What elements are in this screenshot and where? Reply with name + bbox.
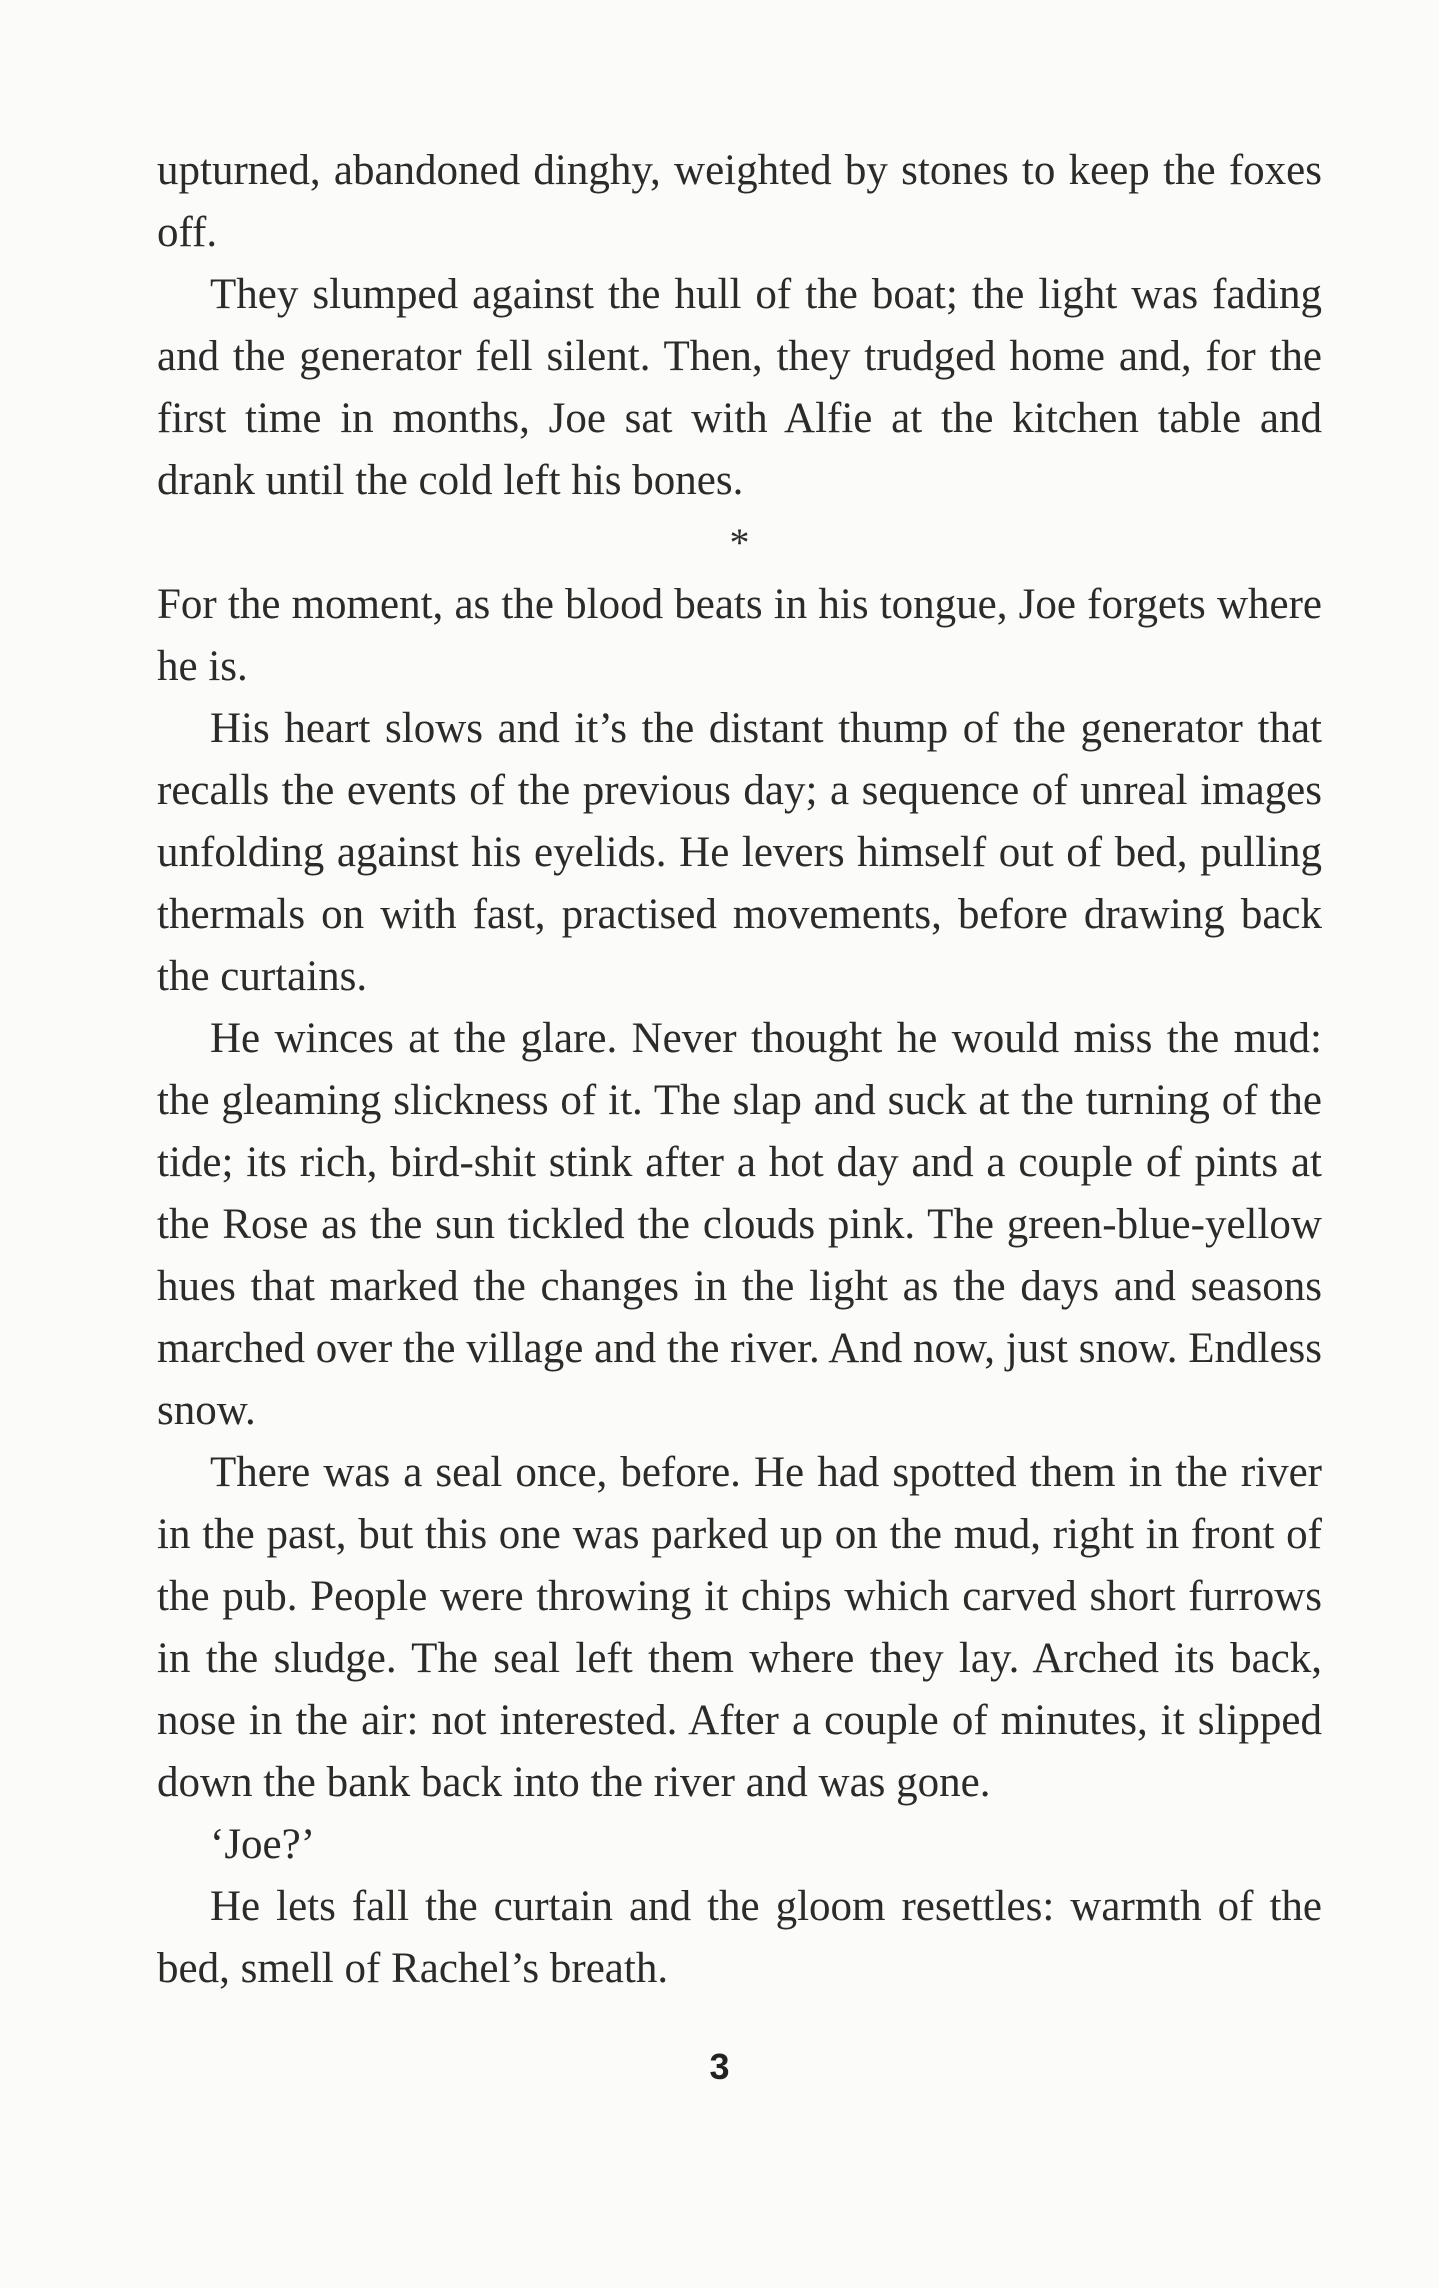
paragraph-continuation: upturned, abandoned dinghy, weighted by stones to keep the foxes off. bbox=[157, 147, 1322, 256]
paragraph-glare: He winces at the glare. Never thought he would miss the mud: the gleaming slickness of it. The slap and suck at the turning of the tide; its rich, bird-shit stink after a hot day and a couple of pints at the Rose as the sun tickled the clouds pink. The green-blue-yellow hues that marked the changes in the light as the days and seasons marched over the village and the river. And now, just snow. Endless snow. bbox=[157, 1015, 1322, 1434]
paragraph-blood-beats: For the moment, as the blood beats in his tongue, Joe forgets where he is. bbox=[157, 581, 1322, 690]
body-text bbox=[157, 140, 1322, 2000]
paragraph-seal: There was a seal once, before. He had spotted them in the river in the past, but this one was parked up on the mud, right in front of the pub. People were throwing it chips which carved short furrows in the sludge. The seal left them where they lay. Arched its back, nose in the air: not interested. After a couple of minutes, it slipped down the bank back into the river and was gone. bbox=[157, 1449, 1322, 1806]
section-break-asterisk: * bbox=[729, 520, 750, 565]
page-number: 3 bbox=[709, 2046, 730, 2087]
paragraph-hull: They slumped against the hull of the boat; the light was fading and the generator fell silent. Then, they trudged home and, for the first time in months, Joe sat with Alfie at the kitchen table and drank until the cold left his bones. bbox=[157, 271, 1322, 504]
paragraph-dialogue-joe: ‘Joe?’ bbox=[210, 1821, 316, 1868]
paragraph-heart-slows: His heart slows and it’s the distant thump of the generator that recalls the events of the previous day; a sequence of unreal images unfolding against his eyelids. He levers himself out of bed, pulling thermals on with fast, practised movements, before drawing back the curtains. bbox=[157, 705, 1322, 1000]
paragraph-curtain: He lets fall the curtain and the gloom resettles: warmth of the bed, smell of Rachel’s breath. bbox=[157, 1883, 1322, 1992]
